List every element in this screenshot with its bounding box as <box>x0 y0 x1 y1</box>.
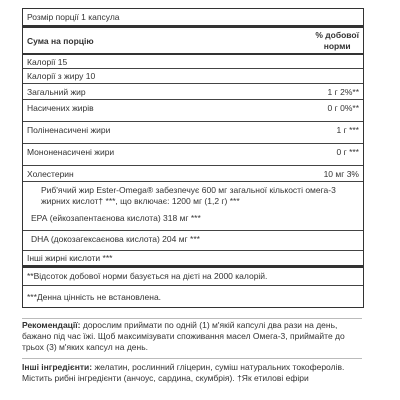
nutrient-label: Полiненасичені жири <box>27 124 111 135</box>
recommendations-text: дорослим приймати по одній (1) м'якій капсулі два рази на день, бажано під час їжі. Щоб максимізувати споживання масел Омега-3, приймайте до трьох (3) м'яких капсул на день. <box>22 320 345 352</box>
nutrient-label: Калорії з жиру 10 <box>27 71 96 81</box>
recommendations-block <box>22 320 362 353</box>
divider <box>22 358 362 359</box>
epa-text: ЕРА (ейкозапентаєнова кислота) 318 мг *** <box>31 213 201 223</box>
nutrient-row-total-fat <box>23 83 363 99</box>
daily-value-header <box>315 30 359 52</box>
nutrient-row-monounsaturated-fat <box>23 143 363 159</box>
daily-value-note: **Відсоток добової норми базується на дієті на 2000 калорій. <box>27 271 268 281</box>
divider <box>22 318 362 319</box>
other-ingredients-text: желатин, рослинний гліцерин, суміш натуральних токоферолів. Містить рибні інгредієнти (анчоус, сардина, скумбрія). †Як етилові ефіри <box>22 362 345 383</box>
nutrient-label: Насичених жирів <box>27 102 94 113</box>
nutrient-row-cholesterol <box>23 165 363 181</box>
daily-value-note-row <box>23 265 363 285</box>
nutrient-label: Калорії 15 <box>27 56 68 67</box>
nutrient-row-calories-from-fat <box>23 68 363 83</box>
nutrient-row-saturated-fat <box>23 99 363 115</box>
nutrient-value: 0 г *** <box>336 146 359 157</box>
header-row <box>23 25 363 53</box>
epa-row <box>23 210 363 226</box>
supplement-facts-panel <box>22 8 364 308</box>
other-fats-row <box>23 250 363 265</box>
daily-value-label-1: % добової <box>315 29 359 40</box>
other-ingredients-block <box>22 362 362 384</box>
daily-value-label-2: норми <box>323 40 351 51</box>
recommendations-label: Рекомендації: <box>22 320 81 330</box>
nutrient-row-calories <box>23 53 363 68</box>
not-established-note: ***Денна цінність не встановлена. <box>27 292 162 302</box>
serving-size-row <box>23 9 363 25</box>
nutrient-label: Загальний жир <box>27 86 86 97</box>
nutrient-value: 1 г 2%** <box>327 86 359 97</box>
not-established-note-row <box>23 285 363 307</box>
fish-oil-row <box>23 181 363 210</box>
nutrient-label: Мононенасичені жири <box>27 146 115 157</box>
nutrient-value: 1 г *** <box>336 124 359 135</box>
serving-size: Розмір порції 1 капсула <box>27 12 120 22</box>
amount-per-serving-label: Сума на порцію <box>27 35 94 46</box>
nutrient-label: Холестерин <box>27 168 74 179</box>
dha-text: DHA (докозагексаєнова кислота) 204 мг *** <box>31 233 200 244</box>
other-fats-text: Інші жирні кислоти *** <box>27 253 113 263</box>
nutrient-value: 0 г 0%** <box>327 102 359 113</box>
nutrient-row-polyunsaturated-fat <box>23 121 363 137</box>
nutrient-value: 10 мг 3% <box>323 168 359 179</box>
other-ingredients-label: Інші інгредієнти: <box>22 362 93 372</box>
fish-oil-text: Риб'ячий жир Ester-Omega® забезпечує 600 мг загальної кількості омега-3 жирних кислот† ***, що включає: 1200 мг (1,2 г) *** <box>41 185 336 206</box>
dha-row <box>23 230 363 246</box>
